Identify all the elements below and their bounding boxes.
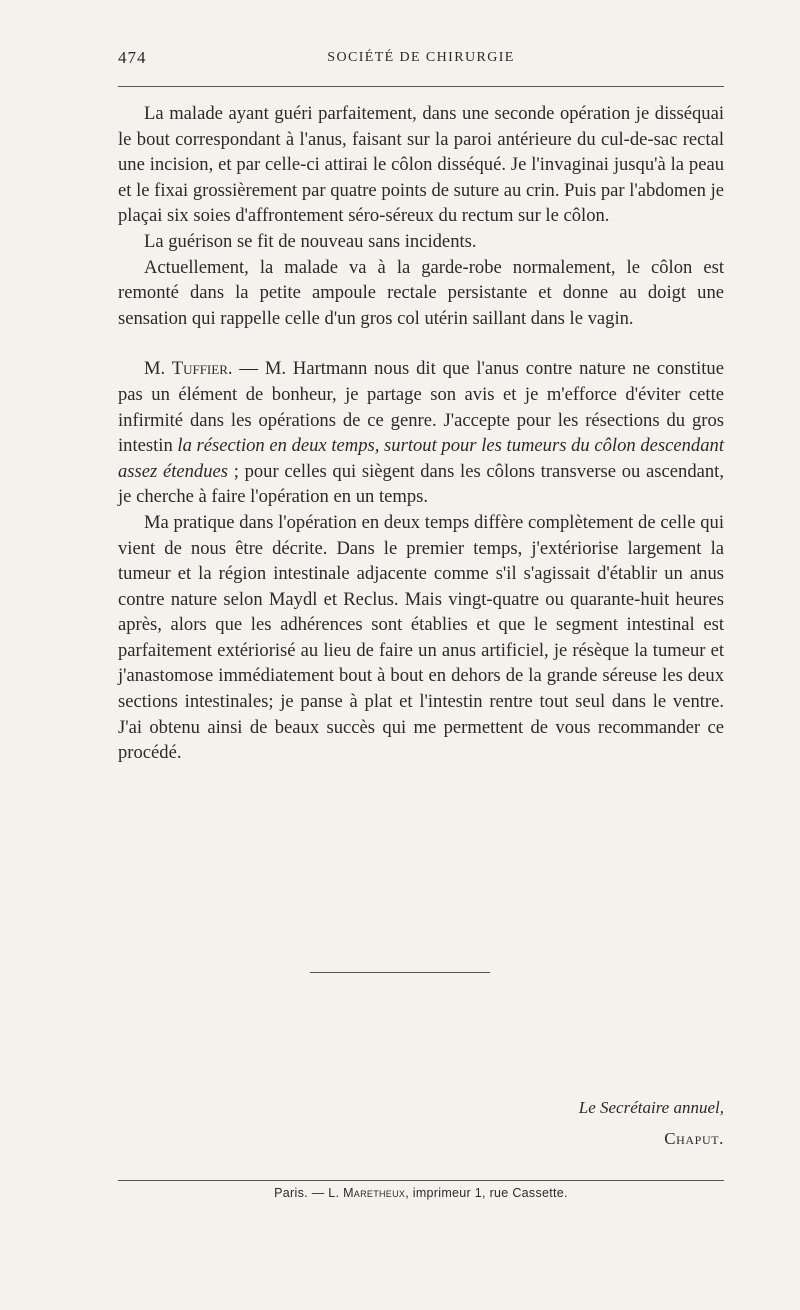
page-number: 474 bbox=[118, 48, 147, 67]
running-title: SOCIÉTÉ DE CHIRURGIE bbox=[327, 50, 515, 65]
footer-city: Paris. — L. bbox=[274, 1186, 344, 1200]
paragraph: La malade ayant guéri parfaitement, dans une seconde opération je disséquai le bout correspondant à l'anus, faisant sur la paroi antérieure du cul-de-sac rectal une incision, et par celle-ci attirai le côlon disséqué. Je l'invaginai jusqu'à la peau et le fixai grossièrement par quatre points de suture au crin. Puis par l'abdomen je plaçai six soies d'affrontement séro-séreux du rectum sur le côlon. bbox=[118, 103, 724, 227]
footer-address: , imprimeur 1, rue Cassette. bbox=[405, 1186, 568, 1200]
body-text bbox=[118, 101, 724, 766]
printer-footer bbox=[118, 1186, 724, 1200]
paragraph: La guérison se fit de nouveau sans incidents. bbox=[144, 230, 477, 252]
signature-block bbox=[579, 1093, 724, 1155]
paragraph: Ma pratique dans l'opération en deux temps diffère complètement de celle qui vient de nous être décrite. Dans le premier temps, j'extériorise largement la tumeur et la région intestinale adjacente comme s'il s'agissait d'établir un anus contre nature selon Maydl et Reclus. Mais vingt-quatre ou quarante-huit heures après, alors que les adhérences sont établies et que le segment intestinal est parfaitement extériorisé au lieu de faire un anus artificiel, je résèque la tumeur et j'anastomose immédiatement bout à bout en dehors de la grande séreuse les deux sections intestinales; je panse à plat et l'intestin rentre tout seul dans le ventre. J'ai obtenu ainsi de beaux succès qui me permettent de vous recommander ce procédé. bbox=[118, 511, 724, 764]
footer-rule bbox=[118, 1180, 724, 1181]
text-run: ; pour celles qui siègent dans les côlons transverse ou ascendant, je cherche à faire l'opération en un temps. bbox=[118, 460, 724, 508]
section-divider bbox=[310, 972, 490, 973]
printer-name: Maretheux bbox=[343, 1186, 406, 1200]
text-run: — M. Hartmann nous dit que l'anus contre nature ne constitue pas un élément de bonheur, je partage son avis et je m'efforce d'éviter cette infirmité dans les opérations de ce genre. J'accepte pour les résections du gros intestin bbox=[118, 358, 724, 457]
speaker-name: M. Tuffier. bbox=[144, 358, 233, 380]
header-rule bbox=[118, 86, 724, 87]
signature-title: Le Secrétaire annuel, bbox=[578, 1098, 724, 1117]
paragraph-tuffier bbox=[118, 356, 724, 510]
paragraph: Actuellement, la malade va à la garde-robe normalement, le côlon est remonté dans la petite ampoule rectale persistante et donne au doigt une sensation qui rappelle celle d'un gros col utérin saillant dans le vagin. bbox=[118, 256, 724, 329]
page-header bbox=[118, 48, 724, 74]
italic-run: la résection en deux temps, surtout pour les tumeurs du côlon descendant assez étendues bbox=[118, 435, 724, 482]
signature-name: Chaput. bbox=[664, 1129, 724, 1148]
